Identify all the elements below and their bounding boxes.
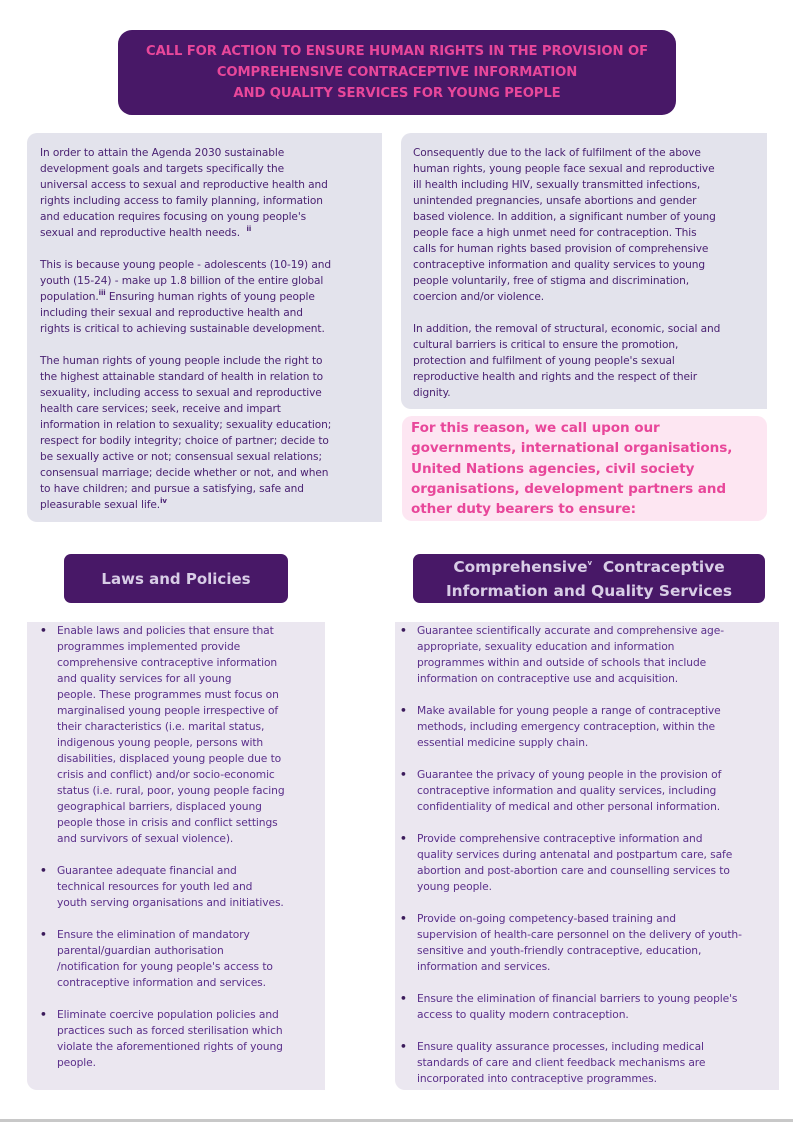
text-line: people. These programmes must focus on (57, 688, 279, 701)
text-line: status (i.e. rural, poor, young people facing (57, 784, 285, 797)
text-line: indigenous young people, persons with (57, 736, 264, 749)
text-line: dignity. (413, 387, 451, 399)
text-line: reproductive health and rights and the respect of their (413, 371, 698, 383)
text-line: • Ensure the elimination of financial barriers to young people's (417, 992, 738, 1005)
footnote-ref: iii (98, 289, 106, 297)
list-item (400, 1039, 742, 1087)
text-line: to have children; and pursue a satisfying, safe and (40, 483, 304, 495)
text-line: technical resources for youth led and (57, 880, 253, 893)
text-line: ill health including HIV, sexually transmitted infections, (413, 179, 701, 191)
text-line: calls for human rights based provision of comprehensive (413, 243, 709, 255)
text-line (40, 497, 331, 513)
text-line: /notification for young people's access to (57, 960, 273, 973)
text-line: comprehensive contraceptive information (57, 656, 278, 669)
text-span: sexual and reproductive health needs. (40, 227, 240, 239)
text-line: • Guarantee the privacy of young people in the provision of (417, 768, 722, 781)
text-line: people voluntarily, free of stigma and discrimination, (413, 275, 689, 287)
text-line: parental/guardian authorisation (57, 944, 224, 957)
services-list (400, 623, 742, 1087)
text-line: respect for bodily integrity; choice of partner; decide to (40, 435, 329, 447)
text-line: the highest attainable standard of health in relation to (40, 371, 324, 383)
text-line: In addition, the removal of structural, economic, social and (413, 323, 721, 335)
title-line: AND QUALITY SERVICES FOR YOUNG PEOPLE (233, 86, 561, 101)
text-line: unintended pregnancies, unsafe abortions and gender (413, 195, 697, 207)
text-line: • Guarantee adequate financial and (57, 864, 237, 877)
heading-line (453, 555, 724, 579)
text-line: abortion and post-abortion care and counselling services to (417, 864, 730, 877)
text-line (40, 225, 328, 241)
footnote-ref: iv (160, 497, 167, 505)
text-line: geographical barriers, displaced young (57, 800, 262, 813)
list-item (400, 703, 742, 751)
text-line: information on contraceptive use and acquisition. (417, 672, 679, 685)
text-line: cultural barriers is critical to ensure the promotion, (413, 339, 679, 351)
text-line: United Nations agencies, civil society (411, 460, 695, 477)
intro-right-para-2 (413, 321, 720, 401)
text-line: sensitive and youth-friendly contraceptive, education, (417, 944, 702, 957)
heading-text: Comprehensive (453, 557, 588, 576)
text-line: appropriate, sexuality education and information (417, 640, 675, 653)
text-line: access to quality modern contraception. (417, 1008, 629, 1021)
text-line: human rights, young people face sexual and reproductive (413, 163, 715, 175)
text-line: standards of care and client feedback mechanisms are (417, 1056, 706, 1069)
text-line: programmes implemented provide (57, 640, 241, 653)
heading-text: Contraceptive (602, 557, 725, 576)
text-line: • Guarantee scientifically accurate and comprehensive age- (417, 624, 724, 637)
text-line: other duty bearers to ensure: (411, 501, 636, 518)
text-line: based violence. In addition, a significant number of young (413, 211, 716, 223)
text-line: marginalised young people irrespective of (57, 704, 279, 717)
text-line: rights is critical to achieving sustainable development. (40, 323, 325, 335)
text-line: • Ensure quality assurance processes, including medical (417, 1040, 704, 1053)
footnote-ref: v (587, 558, 593, 567)
text-line: disabilities, displaced young people due to (57, 752, 282, 765)
text-line: people face a high unmet need for contraception. This (413, 227, 697, 239)
text-line: people. (57, 1056, 96, 1069)
list-item (40, 1007, 285, 1071)
laws-policies-heading (64, 554, 288, 603)
text-line: Consequently due to the lack of fulfilment of the above (413, 147, 701, 159)
heading-text: Laws and Policies (101, 569, 251, 588)
text-line: health care services; seek, receive and impart (40, 403, 281, 415)
text-line: programmes within and outside of schools that include (417, 656, 707, 669)
text-line: protection and fulfilment of young people's sexual (413, 355, 675, 367)
text-line: organisations, development partners and (411, 480, 726, 497)
text-line: • Provide comprehensive contraceptive information and (417, 832, 703, 845)
list-item (40, 623, 285, 847)
text-line: consensual marriage; decide whether or not, and when (40, 467, 329, 479)
text-line: young people. (417, 880, 492, 893)
text-line: development goals and targets specifically the (40, 163, 285, 175)
title-banner (118, 30, 676, 115)
text-line: • Make available for young people a range of contraceptive (417, 704, 721, 717)
text-span: population. (40, 291, 99, 303)
text-line: methods, including emergency contraception, within the (417, 720, 715, 733)
intro-right-para-1 (413, 145, 716, 305)
text-line: and education requires focusing on young people's (40, 211, 307, 223)
text-line: • Eliminate coercive population policies and (57, 1008, 279, 1021)
list-item (400, 991, 742, 1023)
list-item (400, 767, 742, 815)
text-line (40, 289, 331, 305)
text-line: confidentiality of medical and other personal information. (417, 800, 721, 813)
list-item (40, 863, 285, 911)
heading-line: Information and Quality Services (445, 581, 733, 600)
laws-list (40, 623, 285, 1071)
text-line: supervision of health-care personnel on the delivery of youth- (417, 928, 742, 941)
text-line: • Enable laws and policies that ensure that (57, 624, 274, 637)
text-line: and quality services for all young (57, 672, 232, 685)
text-line: their characteristics (i.e. marital status, (57, 720, 265, 733)
text-line: This is because young people - adolescents (10-19) and (40, 259, 331, 271)
text-line: essential medicine supply chain. (417, 736, 589, 749)
text-line: governments, international organisations, (411, 440, 733, 457)
intro-left-para-1 (40, 145, 328, 241)
title-line: CALL FOR ACTION TO ENSURE HUMAN RIGHTS IN THE PROVISION OF (145, 44, 648, 59)
text-line: contraceptive information and quality services, including (417, 784, 717, 797)
text-line: incorporated into contraceptive programmes. (417, 1072, 657, 1085)
text-line: practices such as forced sterilisation which (57, 1024, 283, 1037)
text-line: crisis and conflict) and/or socio-economic (57, 768, 275, 781)
text-line: • Ensure the elimination of mandatory (57, 928, 250, 941)
text-line: information and services. (417, 960, 551, 973)
text-line: For this reason, we call upon our (411, 420, 660, 436)
list-item (400, 911, 742, 975)
text-line: In order to attain the Agenda 2030 sustainable (40, 147, 285, 159)
text-line: rights including access to family planning, information (40, 195, 323, 207)
text-line: coercion and/or violence. (413, 291, 545, 303)
text-line: and survivors of sexual violence). (57, 832, 234, 845)
intro-left-para-3 (40, 353, 331, 513)
text-line: contraceptive information and quality services to young (413, 259, 705, 271)
text-line: including their sexual and reproductive health and (40, 307, 303, 319)
text-line: people those in crisis and conflict settings (57, 816, 278, 829)
title-line: COMPREHENSIVE CONTRACEPTIVE INFORMATION (216, 65, 578, 80)
text-line: youth (15-24) - make up 1.8 billion of the entire global (40, 275, 324, 287)
text-line: information in relation to sexuality; sexuality education; (40, 419, 332, 431)
text-line: quality services during antenatal and postpartum care, safe (417, 848, 733, 861)
text-line: be sexually active or not; consensual sexual relations; (40, 451, 322, 463)
text-span: Ensuring human rights of young people (108, 291, 315, 303)
text-line: The human rights of young people include the right to (40, 355, 323, 367)
call-upon-text (411, 418, 732, 519)
services-heading (413, 554, 765, 603)
list-item (400, 831, 742, 895)
text-line: contraceptive information and services. (57, 976, 266, 989)
text-line: sexuality, including access to sexual and reproductive (40, 387, 322, 399)
text-line: youth serving organisations and initiatives. (57, 896, 284, 909)
text-line: violate the aforementioned rights of young (57, 1040, 283, 1053)
list-item (40, 927, 285, 991)
intro-left-para-2 (40, 257, 331, 337)
text-span: pleasurable sexual life. (40, 499, 161, 511)
list-item (400, 623, 742, 687)
text-line: • Provide on-going competency-based training and (417, 912, 676, 925)
footnote-ref: ii (246, 225, 252, 233)
text-line: universal access to sexual and reproductive health and (40, 179, 328, 191)
